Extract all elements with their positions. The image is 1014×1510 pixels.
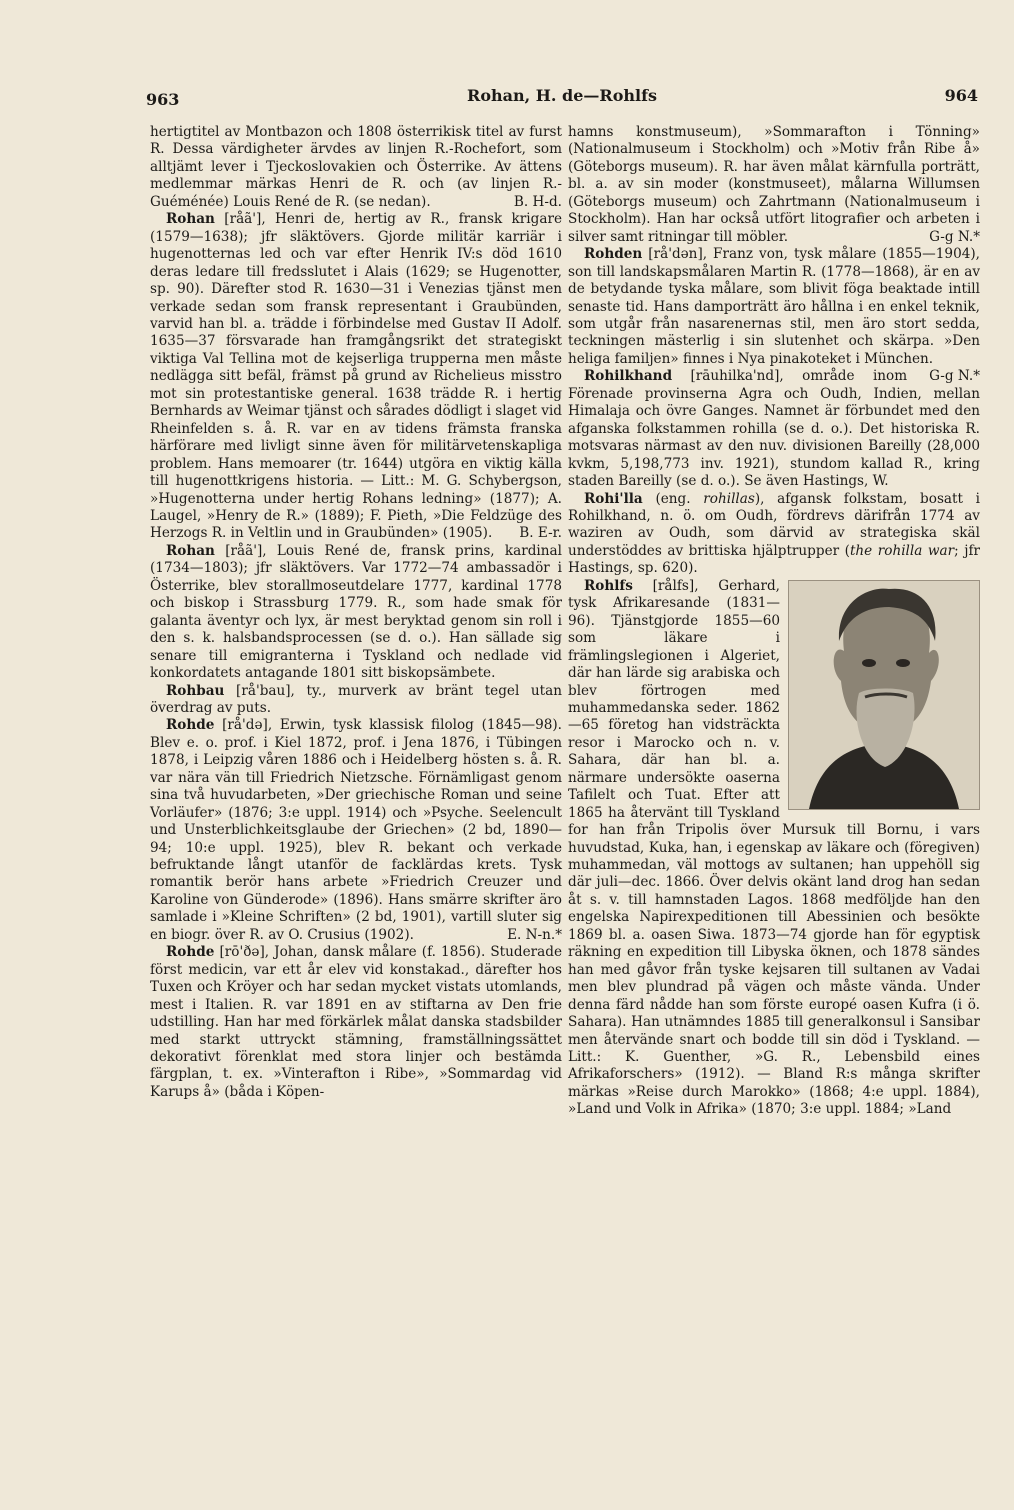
article-rohde-johan — [150, 944, 562, 1101]
body-text: [råã'], Henri de, hertig av R., fransk krigare (1579—1638); jfr släktövers. Gjorde militär karriär i hugenotternas led och var efter Henrik IV:s död 1610 deras ledare till fredsslutet i Alais (1629; se Hugenotter, sp. 90). Därefter stod R. 1630—31 i Venezias tjänst men verkade sedan som fransk representant i Graubünden, varvid han bl. a. trädde i förbindelse med Gustav II Adolf. 1635—37 försvarade han framgångsrikt det strategiskt viktiga Val Tellina mot de kejserliga trupperna men måste nedlägga sitt befäl, främst på grund av Richelieus misstro mot sin protestantiske general. 1638 trädde R. i hertig Bernhards av Weimar tjänst och sårades dödligt i slaget vid Rheinfelden s. å. R. var en av tidens främsta franska härförare med livligt sinne även för militärvetenskapliga problem. Hans memoarer (tr. 1644) utgöra en viktig källa till hugenottkrigens historia. — Litt.: M. G. Schybergson, »Hugenotterna under hertig Rohans ledning» (1877); A. Laugel, »Henry de R.» (1889); F. Pieth, »Die Feldzüge des Herzogs R. in Veltlin und in Graubünden» (1905). — [150, 211, 562, 542]
author-signature: B. H-d. — [513, 193, 562, 210]
article-headword: Rohbau — [166, 682, 225, 699]
article-rohan-louis — [150, 543, 562, 683]
page-number-right: 964 — [944, 86, 978, 105]
article-headword: Rohde — [166, 944, 215, 961]
left-column — [150, 124, 562, 1101]
page-header — [146, 86, 978, 116]
article-headword: Rohan — [166, 542, 215, 559]
body-text: [rå'bau], ty., murverk av bränt tegel utan överdrag av puts. — [150, 682, 562, 716]
article-rohbau — [150, 683, 562, 718]
body-text: [råã'], Louis René de, fransk prins, kardinal (1734—1803); jfr släktövers. Var 1772—74 ambassadör i Österrike, blev storallmoseutdelare 1777, kardinal 1778 och biskop i Strassburg 1779. R., som hade smak för galanta äventyr och lyx, är mest beryktad genom sin roll i den s. k. halsbandsprocessen (se d. o.). Han sällade sig senare till emigranterna i Tyskland och nedlade vid konkordatets antagande 1801 sitt biskopsämbete. — [150, 542, 562, 682]
article-headword: Rohde — [166, 717, 215, 734]
body-text: rohillas — [703, 490, 755, 507]
article-rohilla — [568, 491, 980, 578]
article-rohlfs — [568, 578, 980, 1119]
author-signature: E. N-n.* — [507, 926, 562, 943]
author-signature: G-g N.* — [929, 368, 980, 385]
article-headword: Rohden — [584, 246, 643, 263]
body-text: ; jfr Hastings, sp. 620). — [568, 542, 980, 577]
body-text: hamns konstmuseum), »Sommarafton i Tönning» (Nationalmuseum i Stockholm) och »Motiv från Ribe å» (Göteborgs museum). R. har även målat kärnfulla porträtt, bl. a. av sin moder (konstmuseet), målarna Willumsen (Göteborgs museum) och Zahrtmann (Nationalmuseum i Stockholm). Han har också utfört litografier och arbeten i silver samt ritningar till möbler. — [568, 124, 980, 245]
body-text: (eng. — [655, 490, 704, 507]
body-text: [rāuhilka'nd], område inom Förenade provinserna Agra och Oudh, Indien, mellan Himalaja och övre Ganges. Namnet är förbundet med den afganska folkstammen rohilla (se d. o.). Det historiska R. motsvaras närmast av den nuv. divisionen Bareilly (28,000 kvkm, 5,198,773 inv. 1921), stundom kallad R., kring staden Bareilly (se d. o.). Se även Hastings, W. — [568, 368, 980, 490]
article-rohilkhand — [568, 368, 980, 490]
body-text: [rålfs], Gerhard, tysk Afrikaresande (1831—96). Tjänstgjorde 1855—60 som läkare i främlingslegionen i Algeriet, där han lärde sig arabiska och blev förtrogen med muhammedanska seder. 1862—65 företog han vidsträckta resor i Marocko och n. v. Sahara, där han bl. a. närmare undersökte oaserna Tafilelt och Tuat. Efter att 1865 ha återvänt till Tyskland for han från Tripolis över Mursuk till Bornu, i vars huvudstad, Kuka, han, i egenskap av läkare och (föregiven) muhammedan, väl mottogs av sultanen; han uppehöll sig där juli—dec. 1866. Över delvis okänt land drog han sedan åt s. v. till hamnstaden Lagos. 1868 medföljde han den engelska Napirexpeditionen till Abessinien och besökte 1869 bl. a. oasen Siwa. 1873—74 gjorde han för egyptisk räkning en expedition till Libyska öknen, och 1878 sändes han med gåvor från tyske kejsaren till sultanen av Vadai men blev plundrad på vägen och måste vända. Under denna färd nådde han som förste europé oasen Kufra (i ö. Sahara). Han utnämndes 1885 till generalkonsul i Sansibar men återvände snart och bodde till sin död i Tyskland. — Litt.: K. Guenther, »G. R., Lebensbild eines Afrikaforschers» (1912). — Bland R:s många skrifter märkas »Reise durch Marokko» (1868; 4:e uppl. 1884), »Land und Volk in Afrika» (1870; 3:e uppl. 1884; »Land — [568, 577, 980, 1118]
article-headword: Rohilkhand — [584, 368, 673, 385]
author-signature: B. E-r. — [519, 525, 562, 542]
article-headword: Rohlfs — [584, 577, 633, 594]
article-rohan-henri — [150, 211, 562, 543]
article-headword: Rohi'lla — [584, 490, 643, 507]
body-text: [rō'ðə], Johan, dansk målare (f. 1856). Studerade först medicin, var ett år elev vid konstakad., därefter hos Tuxen och Kröyer och har sedan mycket vistats utomlands, mest i Italien. R. var 1891 en av stiftarna av Den frie udstilling. Han har med förkärlek målat danska stadsbilder med starkt uttryckt stämning, framställningssättet dekorativt förenklat med stora linjer och bestämda färgplan, t. ex. »Vinterafton i Ribe», »Sommardag vid Karups å» (båda i Köpen- — [150, 944, 562, 1100]
article-continuation — [150, 124, 562, 211]
running-title: Rohan, H. de—Rohlfs — [467, 86, 657, 105]
body-text: hertigtitel av Montbazon och 1808 österrikisk titel av furst R. Dessa värdigheter ärvdes av linjen R.-Rochefort, som alltjämt lever i Tjeckoslovakien och Österrike. Av ättens medlemmar märkas Henri de R. och (av linjen R.-Guéménée) Louis René de R. (se nedan). — [150, 124, 562, 210]
page-number-left: 963 — [146, 90, 180, 109]
body-text: [rå'dən], Franz von, tysk målare (1855—1904), son till landskapsmålaren Martin R. (1778—1868), är en av de betydande tyska målare, som blivit föga beaktade intill senaste tid. Hans damporträtt äro hållna i en enkel teknik, som utgår från nasarenernas stil, men äro stort sedda, teckningen mästerlig i sin slutenhet och skärpa. »Den heliga familjen» finnes i Nya pinakoteket i München. — [568, 246, 980, 367]
article-continuation — [568, 124, 980, 246]
body-text: ), afgansk folkstam, bosatt i Rohilkhand, n. ö. om Oudh, fördrevs därifrån 1774 av waziren av Oudh, som därvid av strategiska skäl understöddes av brittiska hjälptrupper ( — [568, 490, 980, 559]
body-text: the rohilla war — [849, 542, 955, 559]
portrait-image — [788, 580, 980, 810]
author-signature: G-g N.* — [929, 228, 980, 245]
right-column — [568, 124, 980, 1119]
body-text: [rå'də], Erwin, tysk klassisk filolog (1845—98). Blev e. o. prof. i Kiel 1872, prof. i Jena 1876, i Tübingen 1878, i Leipzig våren 1886 och i Heidelberg hösten s. å. R. var nära vän till Friedrich Nietzsche. Förnämligast genom sina två huvudarbeten, »Der griechische Roman und seine Vorläufer» (1876; 3:e uppl. 1914) och »Psyche. Seelencult und Unsterblichkeitsglaube der Griechen» (2 bd, 1890—94; 10:e uppl. 1925), blev R. bekant och verkade befruktande långt utanför de facklärdas krets. Tysk romantik berör hans arbete »Friedrich Creuzer und Karoline von Günderode» (1896). Hans smärre skrifter äro samlade i »Kleine Schriften» (2 bd, 1901), vartill sluter sig en biogr. över R. av O. Crusius (1902). — [150, 717, 562, 943]
article-rohde-erwin — [150, 717, 562, 944]
article-headword: Rohan — [166, 211, 215, 228]
